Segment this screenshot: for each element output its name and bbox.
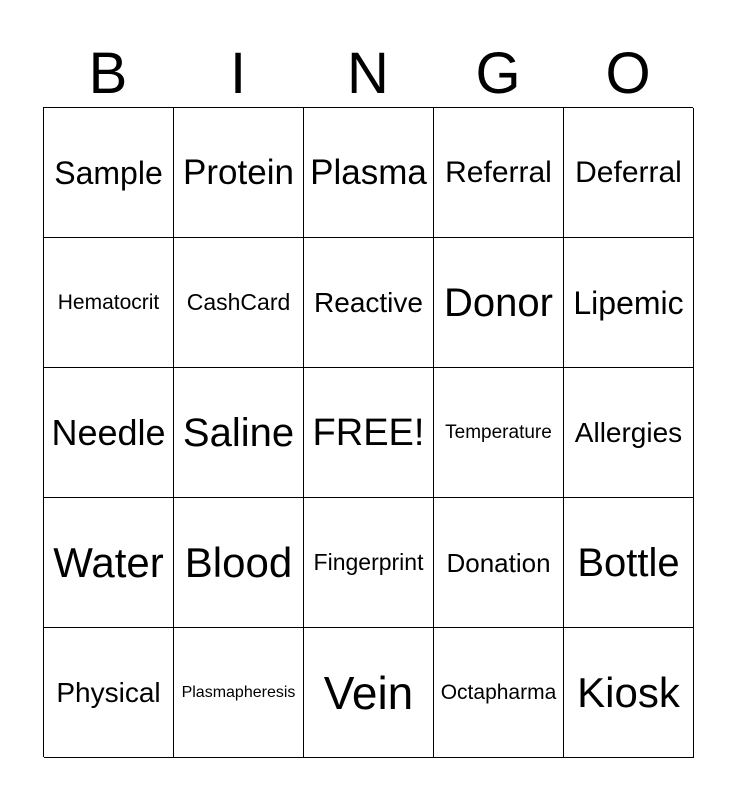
- bingo-cell[interactable]: Octapharma: [434, 628, 564, 758]
- bingo-cell[interactable]: Referral: [434, 108, 564, 238]
- bingo-cell[interactable]: Plasmapheresis: [174, 628, 304, 758]
- bingo-cell[interactable]: Deferral: [564, 108, 694, 238]
- bingo-cell[interactable]: Donation: [434, 498, 564, 628]
- bingo-board: [43, 107, 693, 757]
- bingo-cell[interactable]: Kiosk: [564, 628, 694, 758]
- header-letter-i: I: [229, 41, 247, 106]
- bingo-cell[interactable]: Sample: [44, 108, 174, 238]
- header-letter-b: B: [88, 41, 128, 106]
- header-letter-n: N: [347, 41, 389, 106]
- header-letter-g: G: [475, 41, 521, 106]
- bingo-cell[interactable]: Fingerprint: [304, 498, 434, 628]
- bingo-cell[interactable]: Plasma: [304, 108, 434, 238]
- bingo-header: [43, 40, 693, 108]
- bingo-cell[interactable]: Saline: [174, 368, 304, 498]
- bingo-cell[interactable]: Physical: [44, 628, 174, 758]
- bingo-cell[interactable]: Blood: [174, 498, 304, 628]
- header-letter-o: O: [605, 41, 651, 106]
- bingo-cell[interactable]: Water: [44, 498, 174, 628]
- bingo-cell[interactable]: Temperature: [434, 368, 564, 498]
- bingo-cell[interactable]: Allergies: [564, 368, 694, 498]
- free-space-cell[interactable]: FREE!: [304, 368, 434, 498]
- bingo-cell[interactable]: CashCard: [174, 238, 304, 368]
- bingo-cell[interactable]: Bottle: [564, 498, 694, 628]
- bingo-cell[interactable]: Reactive: [304, 238, 434, 368]
- bingo-cell[interactable]: Protein: [174, 108, 304, 238]
- bingo-cell[interactable]: Vein: [304, 628, 434, 758]
- bingo-cell[interactable]: Lipemic: [564, 238, 694, 368]
- bingo-cell[interactable]: Donor: [434, 238, 564, 368]
- bingo-cell[interactable]: Needle: [44, 368, 174, 498]
- bingo-cell[interactable]: Hematocrit: [44, 238, 174, 368]
